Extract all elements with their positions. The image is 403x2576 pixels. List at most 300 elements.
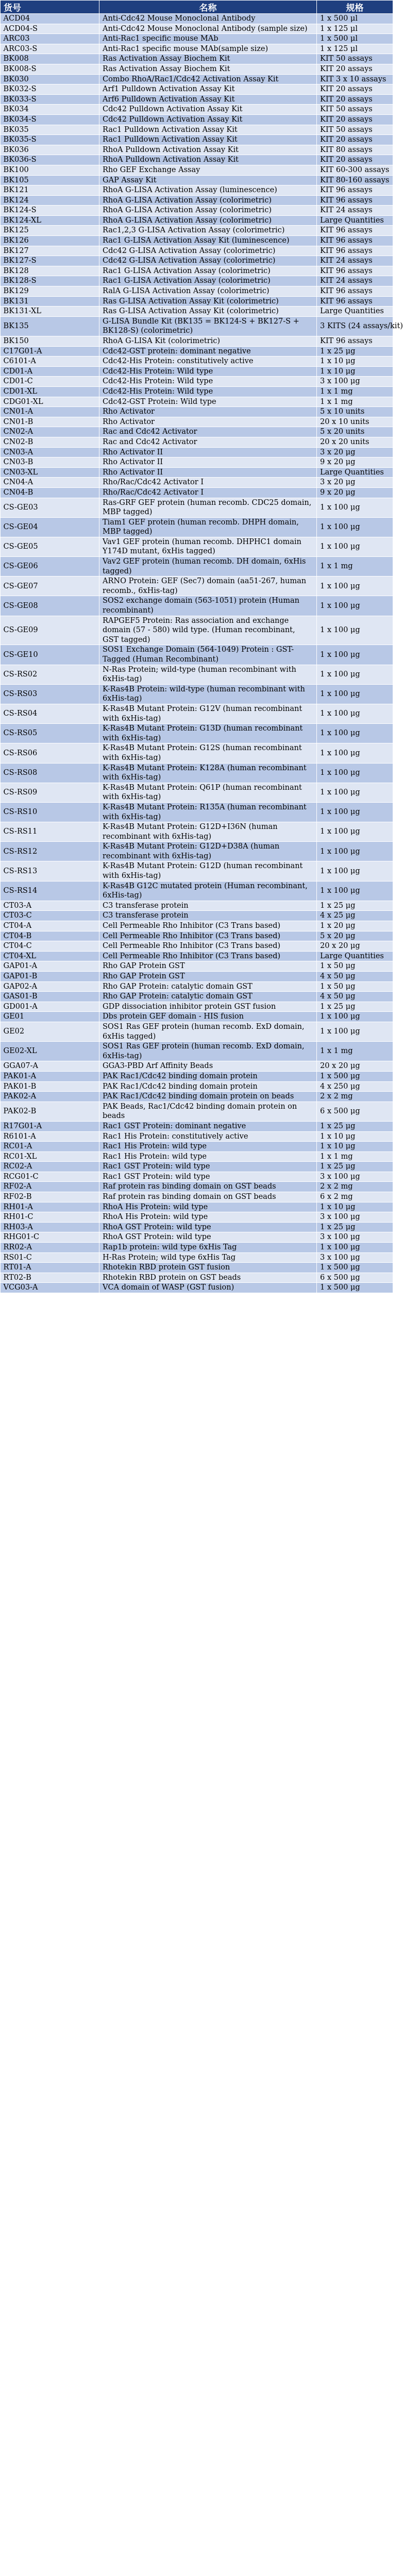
table-row xyxy=(1,1243,393,1253)
table-row xyxy=(1,1092,393,1102)
product-name-cell: K-Ras4B Mutant Protein: R135A (human recombinant with 6xHis-tag) xyxy=(99,802,317,822)
product-name-cell: Rho Activator II xyxy=(99,457,317,468)
catalog-no-cell: CS-GE03 xyxy=(1,498,99,517)
header-name: 名称 xyxy=(99,1,317,14)
header-spec: 规格 xyxy=(317,1,393,14)
catalog-no-cell: CN02-A xyxy=(1,427,99,437)
table-row xyxy=(1,901,393,911)
catalog-no-cell: BK126 xyxy=(1,236,99,246)
table-row xyxy=(1,861,393,881)
table-row xyxy=(1,114,393,125)
spec-cell: 1 x 500 μg xyxy=(317,1283,393,1293)
catalog-no-cell: BK036 xyxy=(1,145,99,155)
product-name-cell: K-Ras4B Mutant Protein: G12V (human recombinant with 6xHis-tag) xyxy=(99,704,317,723)
product-name-cell: Rac1 His Protein: wild type xyxy=(99,1151,317,1162)
spec-cell: KIT 96 assays xyxy=(317,236,393,246)
spec-cell: 1 x 100 μg xyxy=(317,724,393,743)
spec-cell: 1 x 1 mg xyxy=(317,557,393,577)
product-name-cell: Vav2 GEF protein (human recomb. DH domain, 6xHis tagged) xyxy=(99,557,317,577)
product-name-cell: RhoA Pulldown Activation Assay Kit xyxy=(99,155,317,165)
table-row xyxy=(1,537,393,556)
table-row xyxy=(1,457,393,468)
table-row xyxy=(1,981,393,992)
table-row xyxy=(1,397,393,407)
table-row xyxy=(1,336,393,347)
spec-cell: KIT 20 assays xyxy=(317,114,393,125)
product-name-cell: C3 transferase protein xyxy=(99,901,317,911)
catalog-no-cell: CS-GE04 xyxy=(1,517,99,537)
product-name-cell: Rho/Rac/Cdc42 Activator I xyxy=(99,487,317,498)
spec-cell: 3 x 20 μg xyxy=(317,447,393,457)
table-row xyxy=(1,377,393,387)
table-row xyxy=(1,1283,393,1293)
catalog-no-cell: CS-RS05 xyxy=(1,724,99,743)
product-name-cell: RalA G-LISA Activation Assay (colorimetric) xyxy=(99,286,317,297)
table-row xyxy=(1,155,393,165)
catalog-no-cell: CN01-B xyxy=(1,417,99,427)
spec-cell: 1 x 100 μg xyxy=(317,1022,393,1041)
spec-cell: KIT 20 assays xyxy=(317,84,393,95)
catalog-no-cell: ARC03 xyxy=(1,34,99,44)
catalog-no-cell: GD001-A xyxy=(1,1002,99,1012)
product-name-cell: PAK Rac1/Cdc42 binding domain protein on beads xyxy=(99,1092,317,1102)
product-name-cell: Cdc42-His Protein: Wild type xyxy=(99,377,317,387)
table-row xyxy=(1,557,393,577)
product-name-cell: K-Ras4B Mutant Protein: G12S (human recombinant with 6xHis-tag) xyxy=(99,743,317,763)
table-row xyxy=(1,517,393,537)
product-name-cell: Cdc42 Pulldown Activation Assay Kit xyxy=(99,114,317,125)
catalog-no-cell: BK034-S xyxy=(1,114,99,125)
spec-cell: 1 x 10 μg xyxy=(317,357,393,367)
spec-cell: 1 x 1 mg xyxy=(317,397,393,407)
header-row xyxy=(1,1,393,14)
spec-cell: 4 x 50 μg xyxy=(317,972,393,982)
spec-cell: 1 x 100 μg xyxy=(317,743,393,763)
spec-cell: 1 x 100 μg xyxy=(317,577,393,596)
product-name-cell: Rho Activator xyxy=(99,417,317,427)
product-name-cell: Cell Permeable Rho Inhibitor (C3 Trans based) xyxy=(99,951,317,961)
product-name-cell: Rho Activator xyxy=(99,407,317,417)
product-name-cell: SOS1 Ras GEF protein (human recomb. ExD domain, 6xHis-tag) xyxy=(99,1042,317,1061)
spec-cell: 1 x 100 μg xyxy=(317,842,393,861)
table-row xyxy=(1,307,393,317)
spec-cell: 1 x 10 μg xyxy=(317,1131,393,1142)
spec-cell: 20 x 10 units xyxy=(317,417,393,427)
catalog-no-cell: BK032-S xyxy=(1,84,99,95)
catalog-no-cell: CS-RS14 xyxy=(1,881,99,901)
catalog-no-cell: R6101-A xyxy=(1,1131,99,1142)
catalog-no-cell: RR02-A xyxy=(1,1243,99,1253)
spec-cell: 20 x 20 μg xyxy=(317,1061,393,1072)
product-name-cell: Rac1 GST Protein: dominant negative xyxy=(99,1121,317,1131)
spec-cell: 6 x 500 μg xyxy=(317,1101,393,1121)
spec-cell: KIT 20 assays xyxy=(317,94,393,105)
product-name-cell: Rho GEF Exchange Assay xyxy=(99,165,317,175)
product-name-cell: Cdc42-His Protein: Wild type xyxy=(99,366,317,377)
catalog-no-cell: CT04-B xyxy=(1,931,99,941)
table-row xyxy=(1,1252,393,1263)
catalog-no-cell: ACD04-S xyxy=(1,24,99,34)
product-name-cell: K-Ras4B Mutant Protein: G13D (human recombinant with 6xHis-tag) xyxy=(99,724,317,743)
table-row xyxy=(1,346,393,357)
catalog-no-cell: CN03-B xyxy=(1,457,99,468)
catalog-no-cell: CS-RS13 xyxy=(1,861,99,881)
product-name-cell: Tiam1 GEF protein (human recomb. DHPH domain, MBP tagged) xyxy=(99,517,317,537)
spec-cell: 1 x 20 μg xyxy=(317,921,393,931)
spec-cell: 1 x 500 μl xyxy=(317,34,393,44)
catalog-no-cell: PAK02-A xyxy=(1,1092,99,1102)
spec-cell: 1 x 100 μg xyxy=(317,763,393,783)
spec-cell: KIT 50 assays xyxy=(317,54,393,64)
table-row xyxy=(1,437,393,447)
product-name-cell: K-Ras4B Mutant Protein: Q61P (human recombinant with 6xHis-tag) xyxy=(99,783,317,802)
table-row xyxy=(1,665,393,684)
catalog-no-cell: CT03-A xyxy=(1,901,99,911)
product-name-cell: Rac1 GST Protein: wild type xyxy=(99,1162,317,1172)
product-name-cell: Ras-GRF GEF protein (human recomb. CDC25 domain, MBP tagged) xyxy=(99,498,317,517)
table-row xyxy=(1,246,393,256)
spec-cell: 1 x 100 μg xyxy=(317,645,393,665)
table-row xyxy=(1,921,393,931)
table-row xyxy=(1,881,393,901)
catalog-no-cell: GE02 xyxy=(1,1022,99,1041)
product-name-cell: Rho Activator II xyxy=(99,467,317,478)
table-row xyxy=(1,1022,393,1041)
spec-cell: 1 x 1 mg xyxy=(317,1042,393,1061)
spec-cell: KIT 20 assays xyxy=(317,155,393,165)
table-row xyxy=(1,487,393,498)
product-name-cell: Ras G-LISA Activation Assay Kit (colorimetric) xyxy=(99,296,317,307)
product-name-cell: Rac1 Pulldown Activation Assay Kit xyxy=(99,125,317,135)
catalog-no-cell: R17G01-A xyxy=(1,1121,99,1131)
product-name-cell: RhoA His Protein: wild type xyxy=(99,1202,317,1212)
spec-cell: 5 x 20 units xyxy=(317,427,393,437)
product-name-cell: Cdc42 G-LISA Activation Assay (colorimetric) xyxy=(99,256,317,266)
table-row xyxy=(1,34,393,44)
product-name-cell: K-Ras4B Protein: wild-type (human recombinant with 6xHis-tag) xyxy=(99,684,317,704)
product-name-cell: RhoA His Protein: wild type xyxy=(99,1212,317,1223)
spec-cell: 1 x 100 μg xyxy=(317,802,393,822)
catalog-no-cell: C17G01-A xyxy=(1,346,99,357)
table-row xyxy=(1,296,393,307)
table-row xyxy=(1,1192,393,1202)
header-catalog-no: 货号 xyxy=(1,1,99,14)
product-name-cell: Rho GAP Protein GST xyxy=(99,961,317,972)
table-row xyxy=(1,596,393,616)
catalog-no-cell: BK124-S xyxy=(1,206,99,216)
table-row xyxy=(1,105,393,115)
product-name-cell: Cdc42-His Protein: constitutively active xyxy=(99,357,317,367)
catalog-no-cell: CN03-A xyxy=(1,447,99,457)
product-name-cell: K-Ras4B Mutant Protein: G12D (human recombinant with 6xHis-tag) xyxy=(99,861,317,881)
table-row xyxy=(1,1172,393,1182)
product-name-cell: C3 transferase protein xyxy=(99,911,317,921)
catalog-no-cell: BK127 xyxy=(1,246,99,256)
table-row xyxy=(1,135,393,145)
spec-cell: 1 x 100 μg xyxy=(317,822,393,842)
table-row xyxy=(1,972,393,982)
catalog-no-cell: CN04-A xyxy=(1,478,99,488)
catalog-no-cell: BK129 xyxy=(1,286,99,297)
table-row xyxy=(1,1212,393,1223)
product-name-cell: H-Ras Protein; wild type 6xHis Tag xyxy=(99,1252,317,1263)
catalog-no-cell: BK100 xyxy=(1,165,99,175)
table-row xyxy=(1,802,393,822)
table-row xyxy=(1,125,393,135)
spec-cell: 1 x 100 μg xyxy=(317,881,393,901)
table-row xyxy=(1,14,393,24)
product-name-cell: Rac1 G-LISA Activation Assay (colorimetric) xyxy=(99,266,317,276)
product-name-cell: RhoA G-LISA Activation Assay (colorimetric) xyxy=(99,206,317,216)
spec-cell: 1 x 25 μg xyxy=(317,1002,393,1012)
spec-cell: 1 x 25 μg xyxy=(317,1162,393,1172)
product-name-cell: GAP Assay Kit xyxy=(99,175,317,185)
catalog-no-cell: CT04-C xyxy=(1,941,99,952)
product-name-cell: RhoA GST Protein: wild type xyxy=(99,1232,317,1243)
catalog-no-cell: CS-RS09 xyxy=(1,783,99,802)
table-row xyxy=(1,911,393,921)
product-name-cell: SOS2 exchange domain (563-1051) protein (Human recombinant) xyxy=(99,596,317,616)
spec-cell: 9 x 20 μg xyxy=(317,457,393,468)
table-row xyxy=(1,1061,393,1072)
table-row xyxy=(1,1222,393,1232)
catalog-no-cell: RH01-A xyxy=(1,1202,99,1212)
table-row xyxy=(1,427,393,437)
catalog-no-cell: RT02-B xyxy=(1,1273,99,1283)
spec-cell: 2 x 2 mg xyxy=(317,1092,393,1102)
catalog-no-cell: BK128 xyxy=(1,266,99,276)
catalog-no-cell: CS-GE10 xyxy=(1,645,99,665)
spec-cell: KIT 96 assays xyxy=(317,226,393,236)
spec-cell: 1 x 10 μg xyxy=(317,1202,393,1212)
catalog-no-cell: RH01-C xyxy=(1,1212,99,1223)
catalog-no-cell: PAK02-B xyxy=(1,1101,99,1121)
spec-cell: 1 x 500 μg xyxy=(317,1071,393,1081)
product-name-cell: RhoA G-LISA Activation Assay (luminescence) xyxy=(99,185,317,196)
catalog-no-cell: CS-RS02 xyxy=(1,665,99,684)
catalog-no-cell: CN01-A xyxy=(1,407,99,417)
catalog-no-cell: CD01-XL xyxy=(1,386,99,397)
catalog-no-cell: CD01-C xyxy=(1,377,99,387)
catalog-no-cell: CS-GE08 xyxy=(1,596,99,616)
catalog-no-cell: CS-RS12 xyxy=(1,842,99,861)
product-name-cell: K-Ras4B Mutant Protein: G12D+I36N (human recombinant with 6xHis-tag) xyxy=(99,822,317,842)
catalog-no-cell: BK033-S xyxy=(1,94,99,105)
product-name-cell: Rac and Cdc42 Activator xyxy=(99,427,317,437)
product-name-cell: VCA domain of WASP (GST fusion) xyxy=(99,1283,317,1293)
spec-cell: 1 x 100 μg xyxy=(317,596,393,616)
catalog-no-cell: CS-RS11 xyxy=(1,822,99,842)
catalog-no-cell: BK008-S xyxy=(1,64,99,74)
table-row xyxy=(1,941,393,952)
spec-cell: KIT 50 assays xyxy=(317,105,393,115)
product-name-cell: Rho/Rac/Cdc42 Activator I xyxy=(99,478,317,488)
product-name-cell: SOS1 Exchange Domain (564-1049) Protein : GST-Tagged (Human Recombinant) xyxy=(99,645,317,665)
spec-cell: KIT 96 assays xyxy=(317,246,393,256)
product-name-cell: Rap1b protein: wild type 6xHis Tag xyxy=(99,1243,317,1253)
table-row xyxy=(1,1263,393,1273)
table-row xyxy=(1,1121,393,1131)
table-row xyxy=(1,215,393,226)
catalog-no-cell: BK131 xyxy=(1,296,99,307)
spec-cell: 3 x 100 μg xyxy=(317,1212,393,1223)
table-row xyxy=(1,704,393,723)
spec-cell: KIT 96 assays xyxy=(317,185,393,196)
spec-cell: 3 x 20 μg xyxy=(317,478,393,488)
spec-cell: 1 x 100 μg xyxy=(317,704,393,723)
spec-cell: 1 x 100 μg xyxy=(317,537,393,556)
spec-cell: 1 x 100 μg xyxy=(317,1243,393,1253)
table-row xyxy=(1,74,393,84)
table-row xyxy=(1,407,393,417)
catalog-no-cell: CS-GE07 xyxy=(1,577,99,596)
table-row xyxy=(1,1071,393,1081)
table-row xyxy=(1,386,393,397)
table-row xyxy=(1,276,393,286)
catalog-no-cell: CS-RS06 xyxy=(1,743,99,763)
spec-cell: 3 KITS (24 assays/kit) xyxy=(317,316,393,336)
table-row xyxy=(1,467,393,478)
catalog-no-cell: BK124 xyxy=(1,195,99,206)
product-name-cell: RhoA Pulldown Activation Assay Kit xyxy=(99,145,317,155)
product-name-cell: Vav1 GEF protein (human recomb. DHPHC1 domain Y174D mutant, 6xHis tagged) xyxy=(99,537,317,556)
catalog-no-cell: RC01-A xyxy=(1,1142,99,1152)
spec-cell: KIT 96 assays xyxy=(317,195,393,206)
catalog-no-cell: BK030 xyxy=(1,74,99,84)
table-row xyxy=(1,577,393,596)
product-name-cell: Ras G-LISA Activation Assay Kit (colorimetric) xyxy=(99,307,317,317)
spec-cell: KIT 80-160 assays xyxy=(317,175,393,185)
table-row xyxy=(1,478,393,488)
catalog-no-cell: RF02-B xyxy=(1,1192,99,1202)
table-row xyxy=(1,316,393,336)
product-name-cell: Rho GAP Protein: catalytic domain GST xyxy=(99,992,317,1002)
table-row xyxy=(1,145,393,155)
spec-cell: KIT 50 assays xyxy=(317,125,393,135)
product-name-cell: Anti-Rac1 specific mouse MAb(sample size) xyxy=(99,44,317,54)
table-row xyxy=(1,1042,393,1061)
spec-cell: 1 x 100 μg xyxy=(317,684,393,704)
product-name-cell: Rac1 G-LISA Activation Assay (colorimetric) xyxy=(99,276,317,286)
spec-cell: KIT 96 assays xyxy=(317,286,393,297)
spec-cell: Large Quantities xyxy=(317,951,393,961)
product-name-cell: Rhotekin RBD protein GST fusion xyxy=(99,1263,317,1273)
catalog-no-cell: BK124-XL xyxy=(1,215,99,226)
table-row xyxy=(1,286,393,297)
catalog-no-cell: BK035 xyxy=(1,125,99,135)
spec-cell: 1 x 100 μg xyxy=(317,498,393,517)
catalog-no-cell: BK135 xyxy=(1,316,99,336)
spec-cell: 1 x 100 μg xyxy=(317,517,393,537)
catalog-no-cell: BK036-S xyxy=(1,155,99,165)
catalog-no-cell: RCG01-C xyxy=(1,1172,99,1182)
product-name-cell: PAK Rac1/Cdc42 binding domain protein xyxy=(99,1081,317,1092)
spec-cell: KIT 96 assays xyxy=(317,336,393,347)
table-row xyxy=(1,684,393,704)
product-name-cell: Raf protein ras binding domain on GST beads xyxy=(99,1192,317,1202)
catalog-no-cell: GAP01-B xyxy=(1,972,99,982)
spec-cell: 1 x 125 μl xyxy=(317,44,393,54)
spec-cell: 1 x 25 μg xyxy=(317,901,393,911)
product-name-cell: SOS1 Ras GEF protein (human recomb. ExD domain, 6xHis tagged) xyxy=(99,1022,317,1041)
catalog-no-cell: BK121 xyxy=(1,185,99,196)
table-row xyxy=(1,54,393,64)
product-name-cell: K-Ras4B Mutant Protein: K128A (human recombinant with 6xHis-tag) xyxy=(99,763,317,783)
catalog-no-cell: BK035-S xyxy=(1,135,99,145)
product-name-cell: Cdc42-His Protein: Wild type xyxy=(99,386,317,397)
spec-cell: 1 x 1 mg xyxy=(317,386,393,397)
spec-cell: 9 x 20 μg xyxy=(317,487,393,498)
product-name-cell: Ras Activation Assay Biochem Kit xyxy=(99,54,317,64)
product-name-cell: Rac1 His Protein: constitutively active xyxy=(99,1131,317,1142)
spec-cell: KIT 60-300 assays xyxy=(317,165,393,175)
spec-cell: KIT 20 assays xyxy=(317,135,393,145)
product-name-cell: RhoA GST Protein: wild type xyxy=(99,1222,317,1232)
table-row xyxy=(1,195,393,206)
spec-cell: Large Quantities xyxy=(317,215,393,226)
catalog-no-cell: CS-RS10 xyxy=(1,802,99,822)
spec-cell: 1 x 25 μg xyxy=(317,1222,393,1232)
table-row xyxy=(1,256,393,266)
spec-cell: Large Quantities xyxy=(317,467,393,478)
product-name-cell: Cdc42-GST protein: dominant negative xyxy=(99,346,317,357)
spec-cell: 1 x 500 μg xyxy=(317,1263,393,1273)
product-name-cell: Rho GAP Protein GST xyxy=(99,972,317,982)
table-row xyxy=(1,1182,393,1192)
product-name-cell: Dbs protein GEF domain - HIS fusion xyxy=(99,1012,317,1022)
product-name-cell: GDP dissociation inhibitor protein GST fusion xyxy=(99,1002,317,1012)
catalog-no-cell: RC01-XL xyxy=(1,1151,99,1162)
catalog-no-cell: CD01-A xyxy=(1,366,99,377)
product-name-cell: Cdc42 G-LISA Activation Assay (colorimetric) xyxy=(99,246,317,256)
catalog-no-cell: RHG01-C xyxy=(1,1232,99,1243)
spec-cell: 1 x 10 μg xyxy=(317,1142,393,1152)
catalog-no-cell: CS-RS08 xyxy=(1,763,99,783)
table-row xyxy=(1,783,393,802)
product-name-cell: Anti-Cdc42 Mouse Monoclonal Antibody xyxy=(99,14,317,24)
table-row xyxy=(1,616,393,645)
spec-cell: 5 x 10 units xyxy=(317,407,393,417)
table-row xyxy=(1,44,393,54)
table-row xyxy=(1,1232,393,1243)
spec-cell: 1 x 500 μl xyxy=(317,14,393,24)
table-row xyxy=(1,763,393,783)
spec-cell: 1 x 100 μg xyxy=(317,783,393,802)
spec-cell: 1 x 100 μg xyxy=(317,616,393,645)
table-row xyxy=(1,165,393,175)
product-name-cell: Arf6 Pulldown Activation Assay Kit xyxy=(99,94,317,105)
spec-cell: KIT 20 assays xyxy=(317,64,393,74)
spec-cell: 20 x 20 units xyxy=(317,437,393,447)
table-row xyxy=(1,266,393,276)
catalog-no-cell: BK131-XL xyxy=(1,307,99,317)
spec-cell: 4 x 50 μg xyxy=(317,992,393,1002)
product-name-cell: Ras Activation Assay Biochem Kit xyxy=(99,64,317,74)
table-row xyxy=(1,1131,393,1142)
spec-cell: KIT 80 assays xyxy=(317,145,393,155)
table-row xyxy=(1,94,393,105)
spec-cell: Large Quantities xyxy=(317,307,393,317)
catalog-no-cell: RC02-A xyxy=(1,1162,99,1172)
table-row xyxy=(1,206,393,216)
catalog-no-cell: VCG03-A xyxy=(1,1283,99,1293)
table-row xyxy=(1,1142,393,1152)
product-name-cell: Raf protein ras binding domain on GST beads xyxy=(99,1182,317,1192)
product-name-cell: Cell Permeable Rho Inhibitor (C3 Trans based) xyxy=(99,931,317,941)
spec-cell: 1 x 25 μg xyxy=(317,1121,393,1131)
product-name-cell: Rac1 Pulldown Activation Assay Kit xyxy=(99,135,317,145)
table-row xyxy=(1,743,393,763)
